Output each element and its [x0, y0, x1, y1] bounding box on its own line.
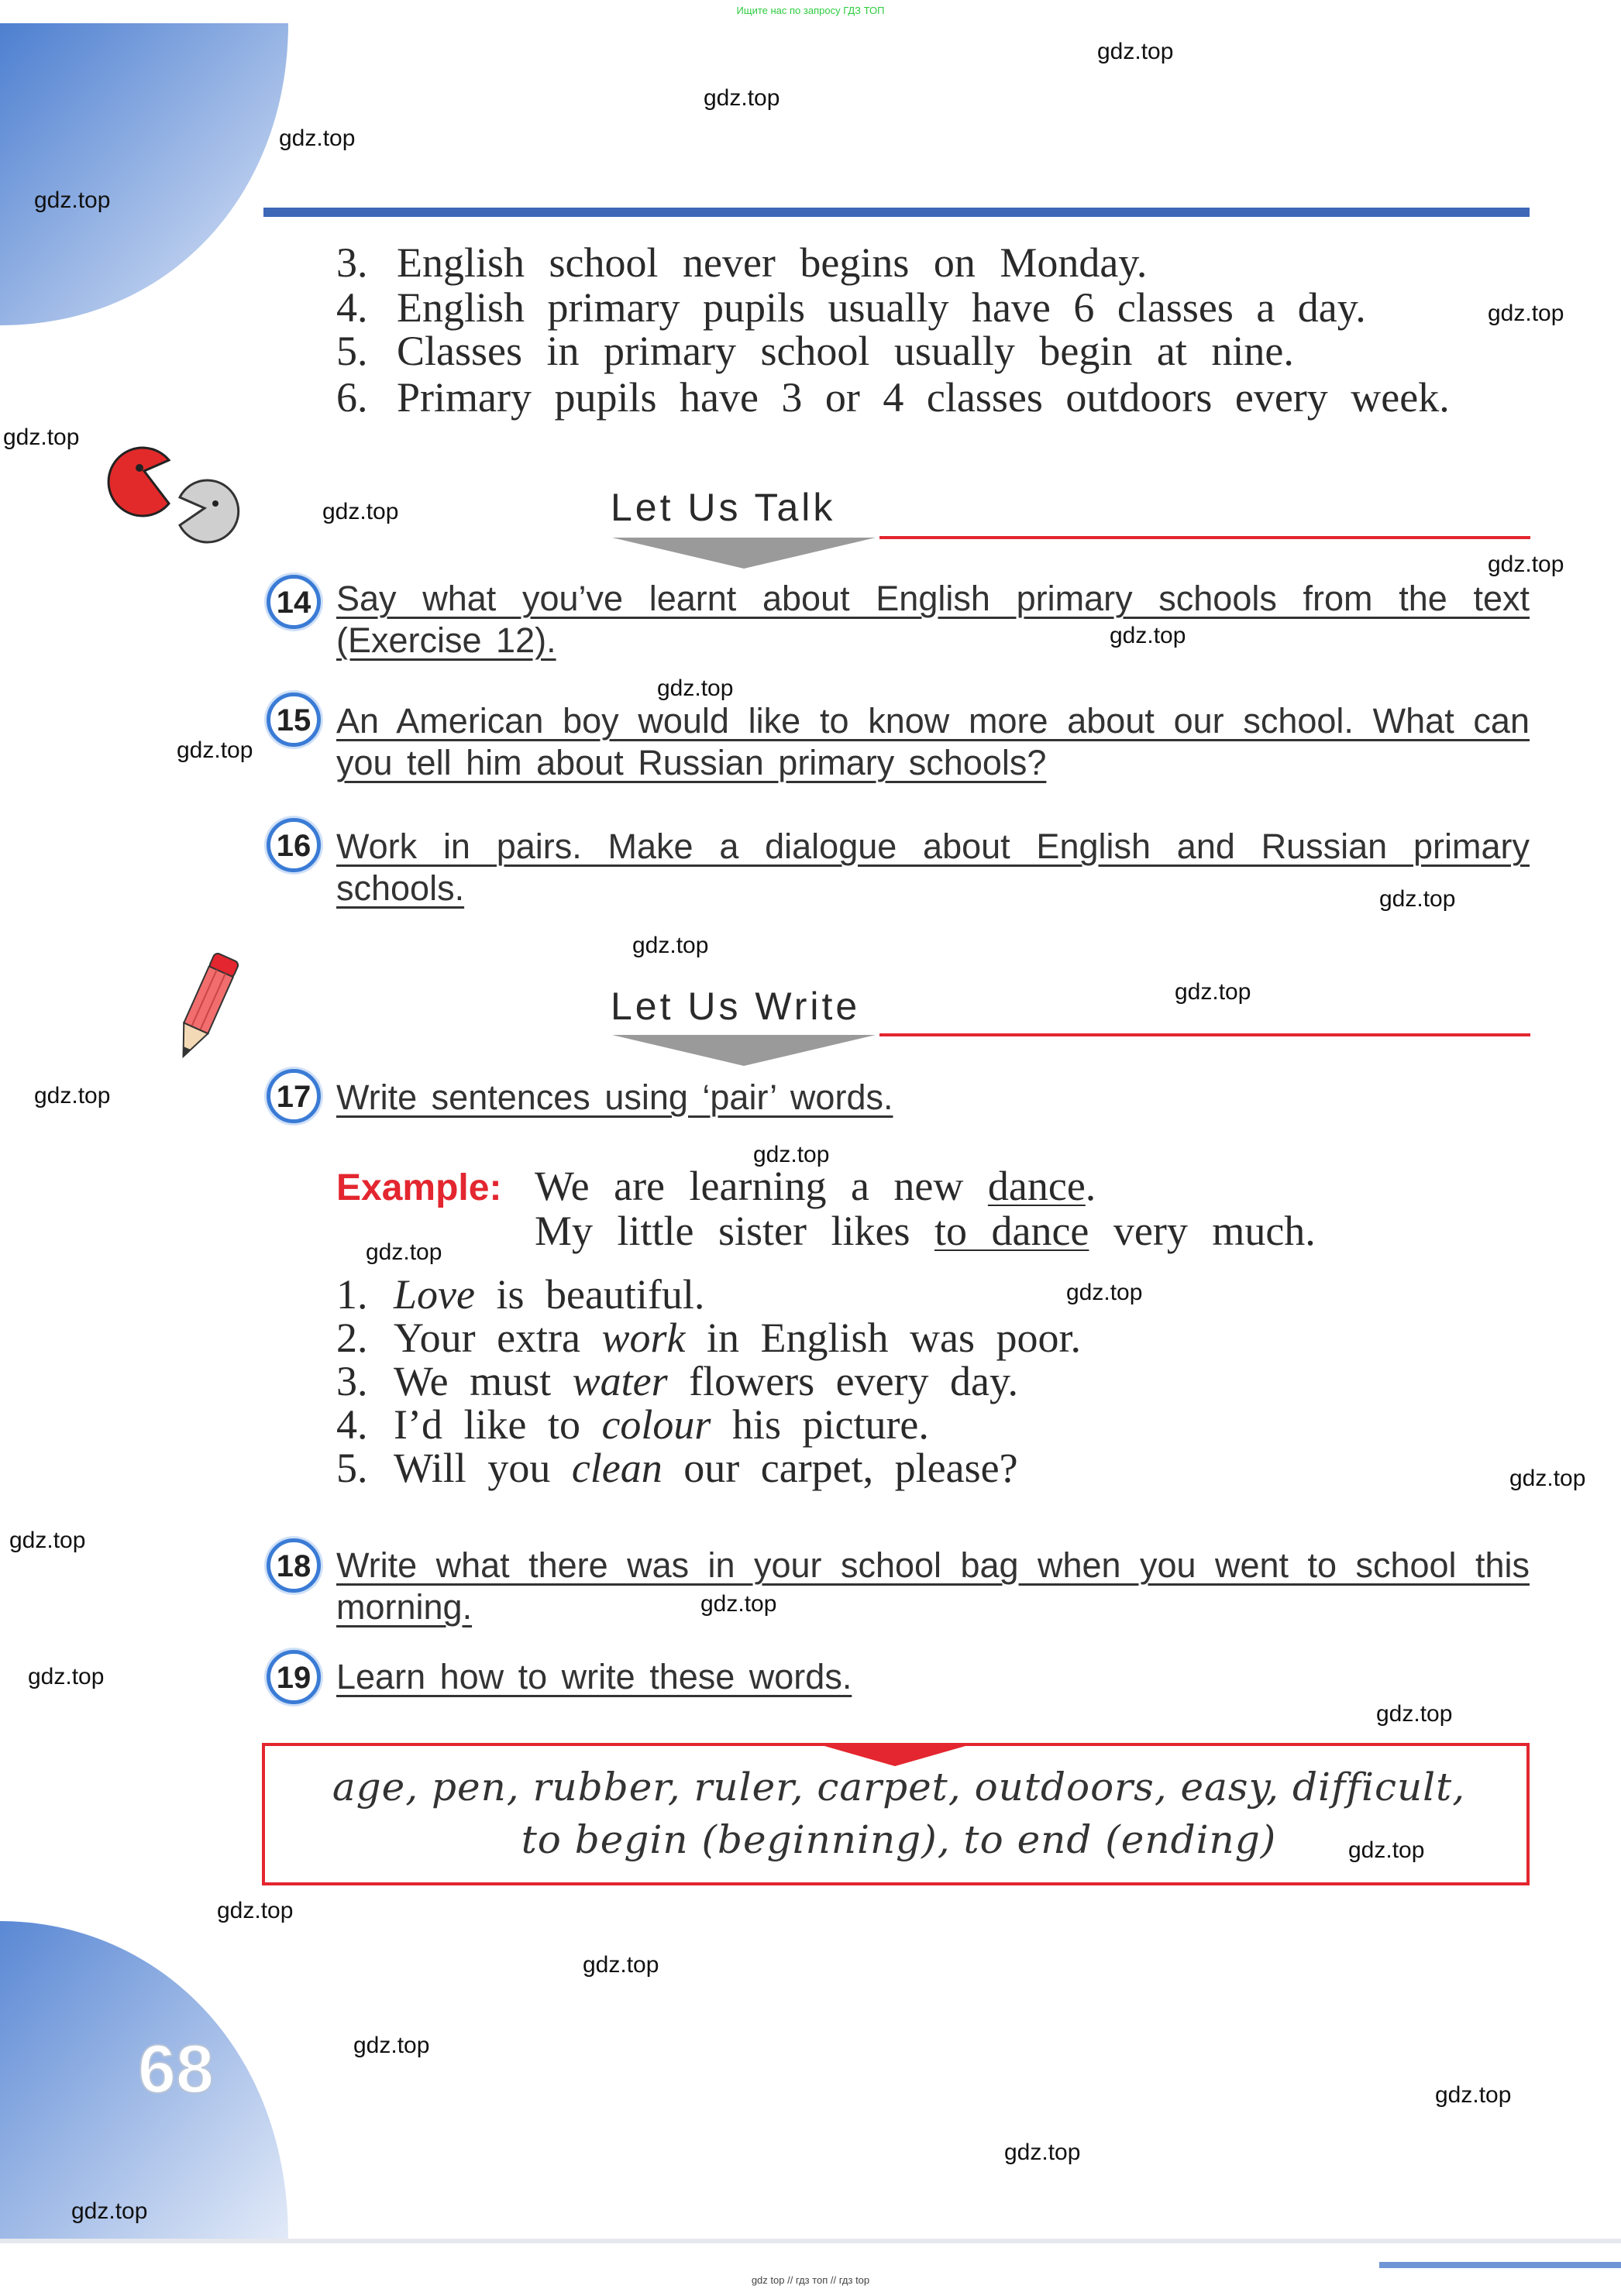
watermark: gdz.top [1348, 1837, 1425, 1863]
task-number-14: 14 [267, 575, 321, 629]
task-number-19: 19 [267, 1650, 321, 1704]
task-14-text: Say what you’ve learnt about English primary schools from the text (Exercise 12). [336, 579, 1530, 660]
task-17-text: Write sentences using ‘pair’ words. [336, 1078, 893, 1117]
watermark: gdz.top [177, 737, 253, 763]
pencil-icon [163, 945, 248, 1069]
task-18-text: Write what there was in your school bag when you went to school this morning. [336, 1545, 1530, 1627]
watermark: gdz.top [322, 499, 399, 524]
section-header-write: Let Us Write [611, 985, 861, 1028]
statement-3: 3. English school never begins on Monday. [336, 239, 1148, 286]
statement-5: 5. Classes in primary school usually begin at nine. [336, 328, 1294, 374]
pair-sentence-3: 3. We must water flowers every day. [336, 1358, 1018, 1404]
watermark: gdz.top [753, 1142, 830, 1167]
watermark: gdz.top [1488, 301, 1564, 326]
example-label: Example: [336, 1167, 502, 1208]
watermark: gdz.top [28, 1664, 105, 1689]
task-19-text: Learn how to write these words. [336, 1657, 852, 1696]
watermark: gdz.top [1509, 1466, 1586, 1491]
talk-header-decoration [612, 531, 1534, 570]
statement-4: 4. English primary pupils usually have 6 classes a day. [336, 284, 1366, 331]
page-bottom-band [0, 2239, 1621, 2243]
watermark: gdz.top [279, 125, 356, 151]
talk-icon [105, 440, 245, 548]
pair-sentence-1: 1. Love is beautiful. [336, 1271, 705, 1318]
watermark: gdz.top [1379, 886, 1456, 912]
task-number-18: 18 [267, 1538, 321, 1593]
task-15-text: An American boy would like to know more about our school. What can you tell him about Russian primary schools? [336, 701, 1530, 782]
watermark: gdz.top [1066, 1280, 1143, 1305]
watermark: gdz.top [366, 1239, 442, 1265]
bottom-rule [1379, 2262, 1621, 2268]
section-header-talk: Let Us Talk [611, 486, 836, 529]
watermark: gdz.top [34, 1083, 111, 1108]
watermark: gdz.top [657, 675, 734, 701]
task-number-16: 16 [267, 818, 321, 872]
watermark: gdz.top [34, 187, 111, 213]
watermark: gdz.top [3, 424, 80, 450]
pair-sentence-5: 5. Will you clean our carpet, please? [336, 1445, 1018, 1491]
page-number: 68 [138, 2030, 214, 2107]
top-rule [263, 208, 1530, 217]
example-line-1: We are learning a new dance. [535, 1163, 1096, 1209]
watermark: gdz.top [704, 85, 780, 111]
watermark: gdz.top [1376, 1701, 1453, 1727]
pair-sentence-4: 4. I’d like to colour his picture. [336, 1401, 929, 1448]
statement-6: 6. Primary pupils have 3 or 4 classes outdoors every week. [336, 374, 1450, 421]
watermark: gdz.top [217, 1898, 294, 1923]
top-left-corner-decoration [0, 0, 310, 333]
watermark: gdz.top [583, 1952, 659, 1978]
watermark: gdz.top [1004, 2140, 1081, 2165]
top-note: Ищите нас по запросу ГДЗ ТОП [736, 5, 885, 16]
vocabulary-line-2: to begin (beginning), to end (ending) [521, 1817, 1277, 1862]
write-header-decoration [612, 1029, 1534, 1067]
task-16-text: Work in pairs. Make a dialogue about English and Russian primary schools. [336, 827, 1530, 908]
task-number-15: 15 [267, 693, 321, 747]
watermark: gdz.top [1488, 552, 1564, 577]
watermark: gdz.top [9, 1528, 86, 1553]
watermark: gdz.top [700, 1591, 777, 1617]
pair-sentence-2: 2. Your extra work in English was poor. [336, 1315, 1081, 1361]
watermark: gdz.top [1175, 979, 1251, 1005]
watermark: gdz.top [1110, 623, 1186, 648]
example-line-2: My little sister likes to dance very much. [535, 1208, 1316, 1254]
bottom-note: gdz top // гдз топ // гдз top [751, 2274, 870, 2286]
watermark: gdz.top [1435, 2082, 1512, 2108]
watermark: gdz.top [353, 2033, 430, 2058]
vocabulary-line-1: age, pen, rubber, ruler, carpet, outdoors, easy, difficult, [332, 1765, 1466, 1810]
watermark: gdz.top [1097, 39, 1174, 64]
watermark: gdz.top [632, 933, 709, 958]
watermark: gdz.top [71, 2198, 148, 2224]
task-number-17: 17 [267, 1069, 321, 1123]
